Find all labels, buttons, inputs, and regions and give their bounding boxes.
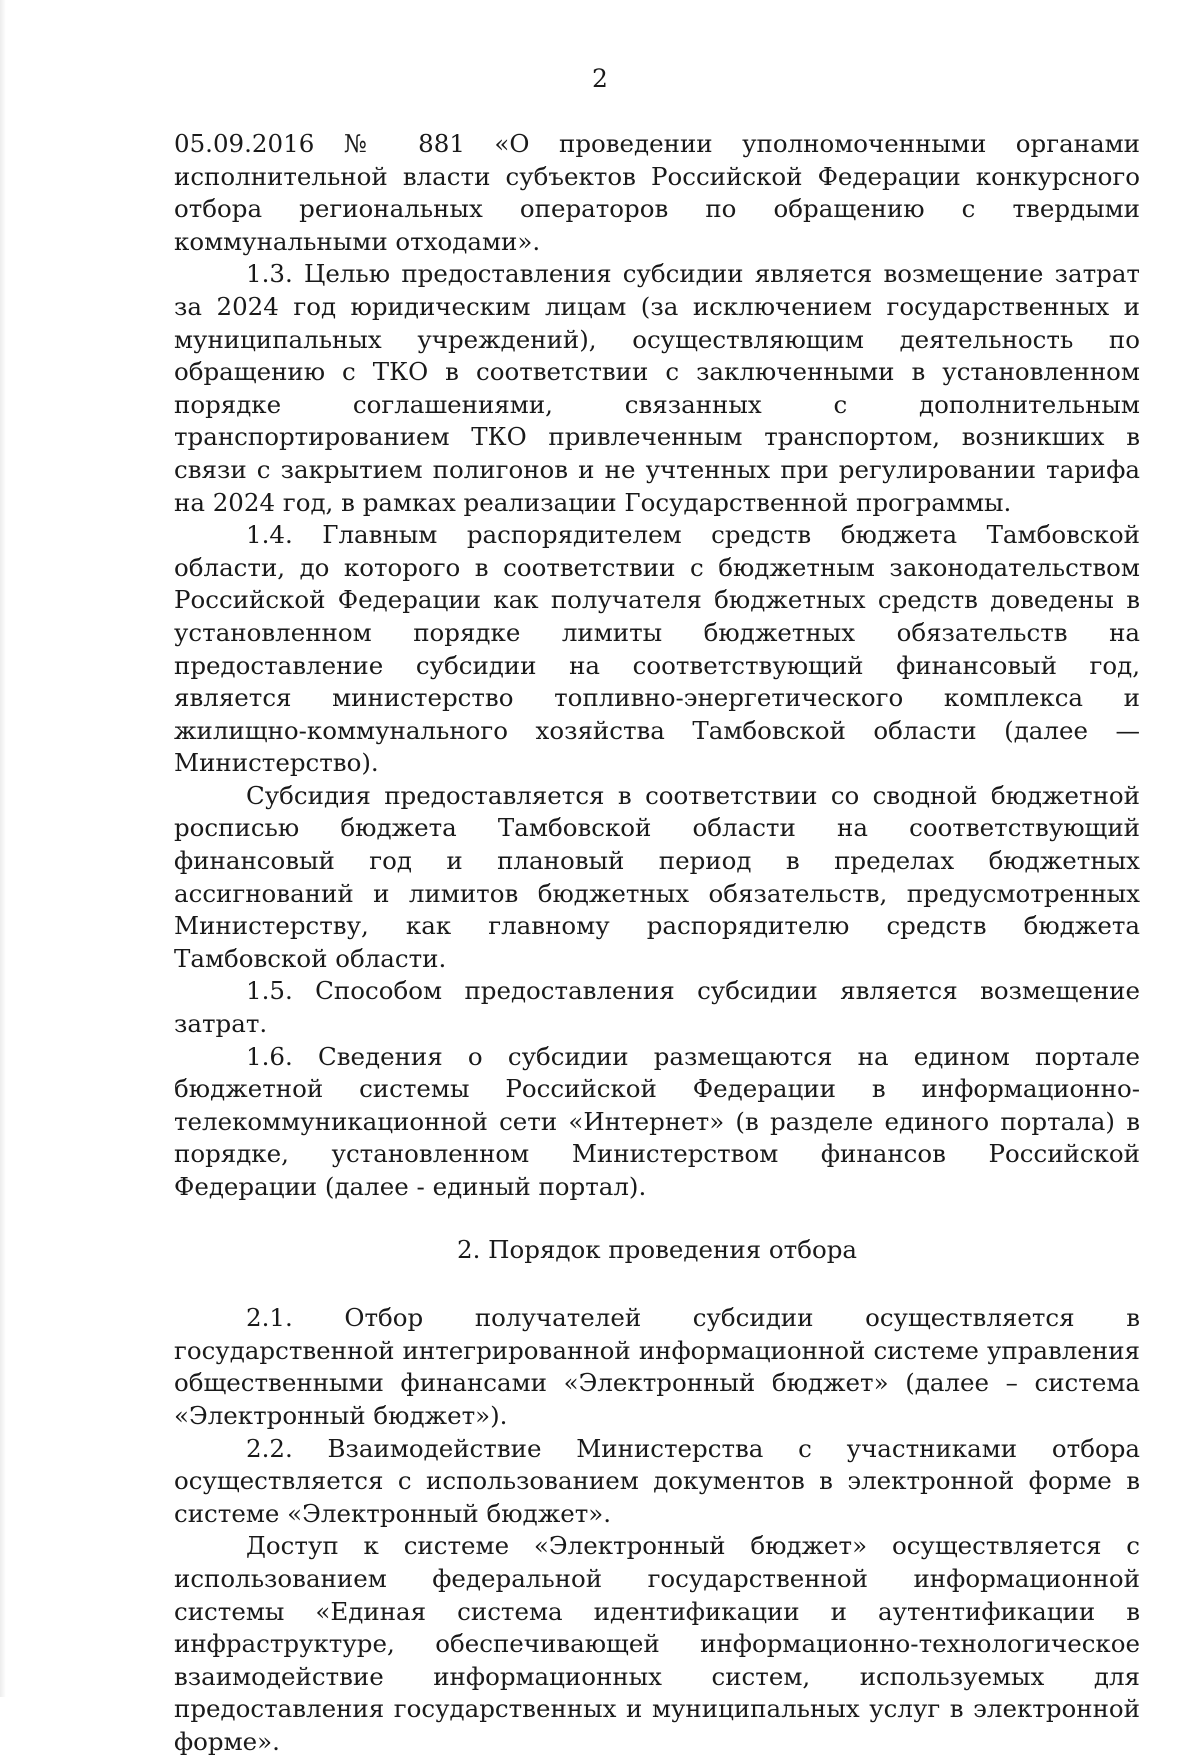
document-body [174, 128, 1140, 1759]
paragraph-subsidy: Субсидия предоставляется в соответствии со сводной бюджетной росписью бюджета Тамбовской области на соответствующий финансовый год и плановый период в пределах бюджетных ассигнований и лимитов бюджетных обязательств, предусмотренных Министерству, как главному распорядителю средств бюджета Тамбовской области. [174, 780, 1140, 973]
paragraph-2-1: 2.1. Отбор получателей субсидии осуществляется в государственной интегрированной информационной системе управления общественными финансами «Электронный бюджет» (далее – система «Электронный бюджет»). [174, 1303, 1140, 1430]
paragraph-access: Доступ к системе «Электронный бюджет» осуществляется с использованием федеральной государственной информационной системы «Единая система идентификации и аутентификации в инфраструктуре, обеспечивающей информационно-технологическое взаимодействие информационных систем, используемых для предоставления государственных и муниципальных услуг в электронной форме». [174, 1531, 1140, 1756]
paragraph-1-3: 1.3. Целью предоставления субсидии является возмещение затрат за 2024 год юридическим лицам (за исключением государственных и муниципальных учреждений), осуществляющим деятельность по обращению с ТКО в соответствии с заключенными в установленном порядке соглашениями, связанных с дополнительным транспортированием ТКО привлеченным транспортом, возникших в связи с закрытием полигонов и не учтенных при регулировании тарифа на 2024 год, в рамках реализации Государственной программы. [174, 259, 1140, 517]
page-number: 2 [592, 64, 608, 93]
paragraph-2-2: 2.2. Взаимодействие Министерства с участниками отбора осуществляется с использованием документов в электронной форме в системе «Электронный бюджет». [174, 1433, 1140, 1528]
paragraph-1-6: 1.6. Сведения о субсидии размещаются на едином портале бюджетной системы Российской Федерации в информационно-телекоммуникационной сети «Интернет» (в разделе единого портала) в порядке, установленном Министерством финансов Российской Федерации (далее - единый портал). [174, 1041, 1140, 1201]
paragraph-1-5: 1.5. Способом предоставления субсидии является возмещение затрат. [174, 976, 1140, 1039]
section-heading: 2. Порядок проведения отбора [457, 1234, 857, 1264]
scan-left-edge [0, 0, 6, 1697]
paragraph-1-4: 1.4. Главным распорядителем средств бюджета Тамбовской области, до которого в соответствии с бюджетным законодательством Российской Федерации как получателя бюджетных средств доведены в установленном порядке лимиты бюджетных обязательств на предоставление субсидии на соответствующий финансовый год, является министерство топливно-энергетического комплекса и жилищно-коммунального хозяйства Тамбовской области (далее — Министерство). [174, 520, 1140, 778]
paragraph-continuation: 05.09.2016 № 881 «О проведении уполномоченными органами исполнительной власти субъектов Российской Федерации конкурсного отбора региональных операторов по обращению с твердыми коммунальными отходами». [174, 129, 1140, 256]
